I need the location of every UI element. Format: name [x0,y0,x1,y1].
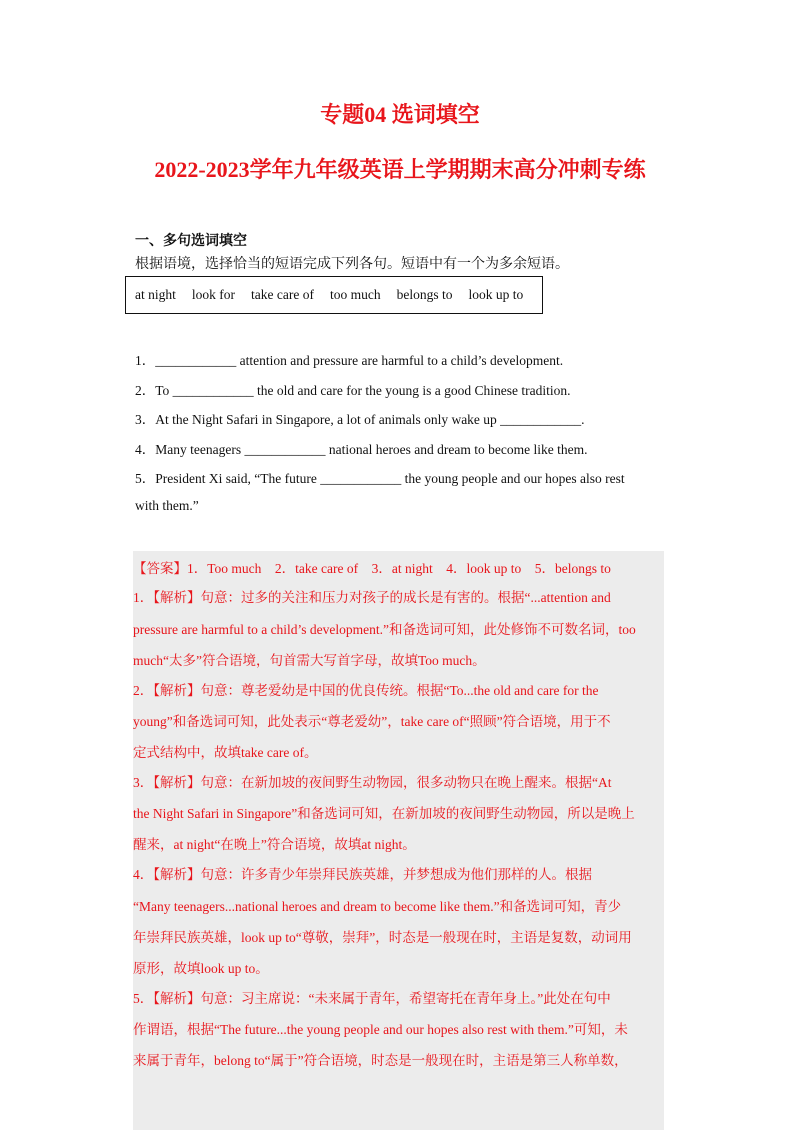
answer-line: much“太多”符合语境，句首需大写首字母，故填Too much。 [133,653,486,668]
answer-line: 3．【解析】句意：在新加坡的夜间野生动物园，很多动物只在晚上醒来。根据“At [133,775,612,790]
answer-line: 1．【解析】句意：过多的关注和压力对孩子的成长是有害的。根据“...attention and [133,590,611,605]
question-4: 4．Many teenagers ____________ national heroes and dream to become like them. [135,442,588,457]
answer-line: 定式结构中，故填take care of。 [133,745,318,760]
answer-line: “Many teenagers...national heroes and dream to become like them.”和备选词可知，青少 [133,899,622,914]
word-option: look for [191,287,235,302]
answer-line: the Night Safari in Singapore”和备选词可知，在新加坡的夜间野生动物园，所以是晚上 [133,806,635,821]
page-title: 专题04 选词填空 [320,102,480,127]
question-2: 2．To ____________ the old and care for the young is a good Chinese tradition. [135,383,571,398]
question-1: 1．____________ attention and pressure are harmful to a child’s development. [135,353,564,368]
question-5-cont: with them.” [135,498,199,513]
word-bank-box [125,276,543,314]
section-instruction: 根据语境，选择恰当的短语完成下列各句。短语中有一个为多余短语。 [135,257,569,272]
answer-line: 年崇拜民族英雄，look up to“尊敬，崇拜”，时态是一般现在时，主语是复数，动词用 [133,930,632,945]
answer-line: 【答案】1．Too much 2．take care of 3．at night 4．look up to 5．belongs to [133,561,611,576]
answer-line: 醒来，at night“在晚上”符合语境，故填at night。 [133,837,416,852]
question-5: 5．President Xi said, “The future ____________ the young people and our hopes also rest [135,471,625,486]
word-option: too much [329,287,381,302]
answer-line: 4．【解析】句意：许多青少年崇拜民族英雄，并梦想成为他们那样的人。根据 [133,867,592,882]
word-option: take care of [251,287,314,302]
section-heading: 一、多句选词填空 [135,234,247,249]
word-option: belongs to [396,287,453,302]
answer-line: 5．【解析】句意：习主席说：“未来属于青年，希望寄托在青年身上。”此处在句中 [133,991,611,1006]
word-option: look up to [468,287,524,302]
question-3: 3．At the Night Safari in Singapore, a lot of animals only wake up ____________. [135,412,585,427]
page-subtitle: 2022-2023学年九年级英语上学期期末高分冲刺专练 [154,157,646,182]
answer-line: 来属于青年，belong to“属于”符合语境，时态是一般现在时，主语是第三人称单数， [133,1053,628,1068]
answer-line: 作谓语，根据“The future...the young people and our hopes also rest with them.”可知，未 [133,1022,628,1037]
answer-line: pressure are harmful to a child’s development.”和备选词可知，此处修饰不可数名词，too [133,622,636,637]
answer-line: young”和备选词可知，此处表示“尊老爱幼”，take care of“照顾”符合语境，用于不 [133,714,611,729]
word-option: at night [135,287,176,302]
answer-line: 2．【解析】句意：尊老爱幼是中国的优良传统。根据“To...the old and care for the [133,683,599,698]
answer-block [133,551,664,1130]
answer-line: 原形，故填look up to。 [133,961,269,976]
